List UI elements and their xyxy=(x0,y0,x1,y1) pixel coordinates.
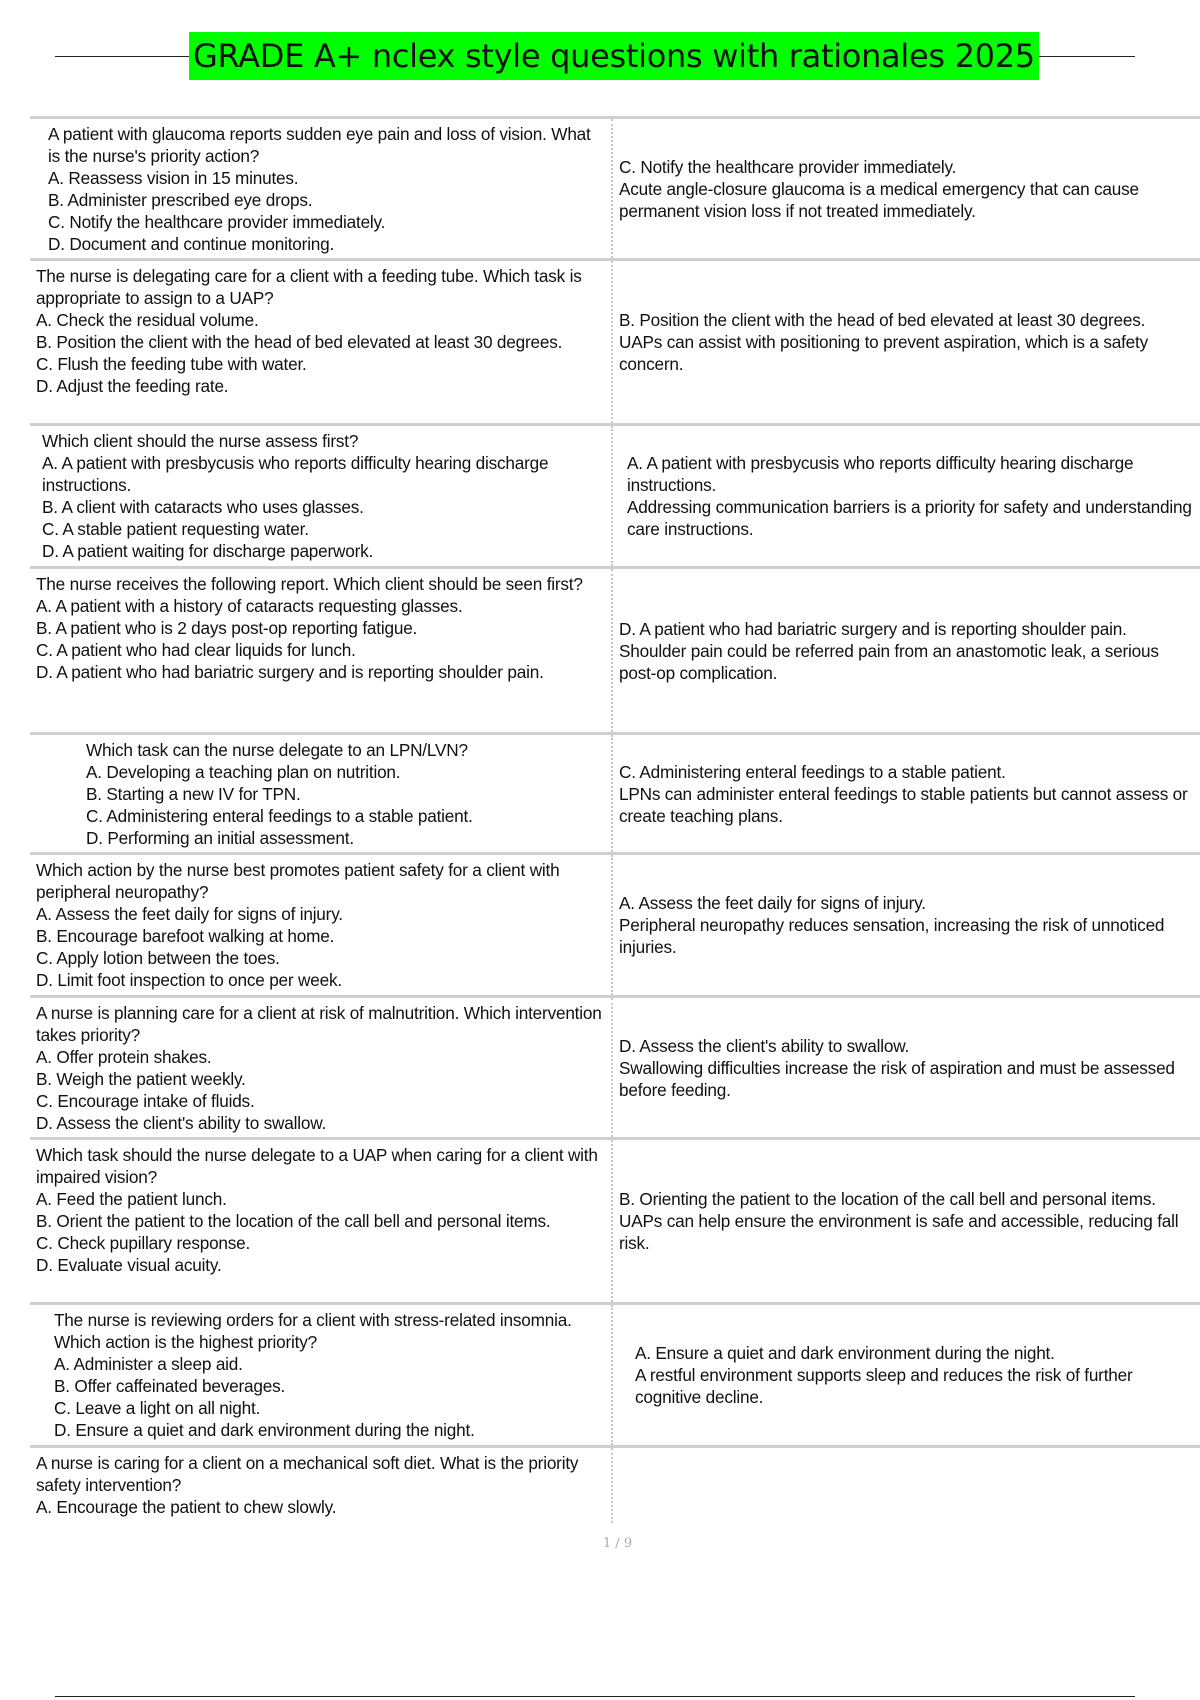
answer-cell xyxy=(613,119,1200,258)
table-row xyxy=(30,258,1200,423)
option-c: C. A stable patient requesting water. xyxy=(42,519,309,539)
option-b: B. Weigh the patient weekly. xyxy=(36,1069,246,1089)
question-text: Which action by the nurse best promotes patient safety for a client with peripheral neuropathy? xyxy=(36,860,560,902)
answer-cell xyxy=(613,1140,1200,1302)
answer-cell xyxy=(613,1448,1200,1523)
question-cell xyxy=(30,426,613,566)
question-text: Which task can the nurse delegate to an LPN/LVN? xyxy=(86,740,468,760)
option-b: B. Offer caffeinated beverages. xyxy=(54,1376,286,1396)
option-d: D. A patient who had bariatric surgery and is reporting shoulder pain. xyxy=(36,662,544,682)
question-text: A nurse is caring for a client on a mechanical soft diet. What is the priority safety intervention? xyxy=(36,1453,579,1495)
table-row xyxy=(30,995,1200,1137)
option-a: A. Feed the patient lunch. xyxy=(36,1189,227,1209)
option-b: B. Position the client with the head of bed elevated at least 30 degrees. xyxy=(36,332,563,352)
question-cell xyxy=(30,1140,613,1302)
question-cell xyxy=(30,1305,613,1445)
correct-answer: B. Position the client with the head of bed elevated at least 30 degrees. xyxy=(619,310,1146,330)
rationale: LPNs can administer enteral feedings to stable patients but cannot assess or create teaching plans. xyxy=(619,783,1188,826)
option-c: C. Check pupillary response. xyxy=(36,1233,251,1253)
option-d: D. Limit foot inspection to once per week. xyxy=(36,970,342,990)
option-b: B. Starting a new IV for TPN. xyxy=(86,784,301,804)
question-cell xyxy=(30,261,613,423)
rationale: Shoulder pain could be referred pain from an anastomotic leak, a serious post-op complication. xyxy=(619,640,1159,683)
table-row xyxy=(30,1445,1200,1523)
question-cell xyxy=(30,119,613,258)
rationale: UAPs can help ensure the environment is safe and accessible, reducing fall risk. xyxy=(619,1211,1179,1253)
option-b: B. Orient the patient to the location of the call bell and personal items. xyxy=(36,1211,551,1231)
option-a: A. Check the residual volume. xyxy=(36,310,259,330)
option-a: A. A patient with a history of cataracts requesting glasses. xyxy=(36,596,463,616)
table-row xyxy=(30,852,1200,995)
footer-rule xyxy=(55,1696,1135,1697)
option-c: C. Notify the healthcare provider immediately. xyxy=(48,212,386,232)
correct-answer: A. Ensure a quiet and dark environment during the night. xyxy=(635,1343,1055,1363)
option-d: D. Document and continue monitoring. xyxy=(48,234,335,254)
option-a: A. Assess the feet daily for signs of injury. xyxy=(36,904,343,924)
option-a: A. Administer a sleep aid. xyxy=(54,1354,243,1374)
page-number: 1 / 9 xyxy=(602,1536,633,1551)
correct-answer: C. Notify the healthcare provider immediately. xyxy=(619,156,957,177)
correct-answer: C. Administering enteral feedings to a stable patient. xyxy=(619,761,1006,782)
rationale: Peripheral neuropathy reduces sensation, increasing the risk of unnoticed injuries. xyxy=(619,915,1165,957)
option-a: A. Encourage the patient to chew slowly. xyxy=(36,1497,337,1517)
table-row xyxy=(30,116,1200,258)
rationale: UAPs can assist with positioning to prevent aspiration, which is a safety concern. xyxy=(619,332,1148,374)
option-c: C. Apply lotion between the toes. xyxy=(36,948,280,968)
answer-cell xyxy=(613,998,1200,1137)
question-cell xyxy=(30,1448,613,1523)
answer-cell xyxy=(613,426,1200,566)
question-text: A patient with glaucoma reports sudden eye pain and loss of vision. What is the nurse's priority action? xyxy=(48,124,591,166)
option-a: A. Offer protein shakes. xyxy=(36,1047,212,1067)
question-text: Which client should the nurse assess first? xyxy=(42,431,359,451)
question-text: The nurse is reviewing orders for a client with stress-related insomnia. Which action is the highest priority? xyxy=(54,1310,572,1352)
correct-answer: B. Orienting the patient to the location of the call bell and personal items. xyxy=(619,1189,1156,1209)
answer-cell xyxy=(613,261,1200,423)
option-d: D. Adjust the feeding rate. xyxy=(36,376,229,396)
answer-cell xyxy=(613,1305,1200,1445)
option-c: C. Leave a light on all night. xyxy=(54,1398,261,1418)
answer-cell xyxy=(613,735,1200,852)
option-b: B. Encourage barefoot walking at home. xyxy=(36,926,335,946)
correct-answer: D. Assess the client's ability to swallow. xyxy=(619,1035,910,1056)
rationale: Swallowing difficulties increase the risk of aspiration and must be assessed before feeding. xyxy=(619,1057,1175,1100)
option-d: D. A patient waiting for discharge paperwork. xyxy=(42,541,374,561)
question-cell xyxy=(30,569,613,732)
table-row xyxy=(30,1302,1200,1445)
question-cell xyxy=(30,998,613,1137)
option-b: B. A patient who is 2 days post-op reporting fatigue. xyxy=(36,618,418,638)
rationale: Acute angle-closure glaucoma is a medical emergency that can cause permanent vision loss if not treated immediately. xyxy=(619,178,1139,221)
question-text: A nurse is planning care for a client at risk of malnutrition. Which intervention takes priority? xyxy=(36,1003,602,1045)
option-b: B. Administer prescribed eye drops. xyxy=(48,190,313,210)
document-header xyxy=(55,30,1135,82)
correct-answer: D. A patient who had bariatric surgery and is reporting shoulder pain. xyxy=(619,618,1127,639)
page-title: GRADE A+ nclex style questions with rationales 2025 xyxy=(189,32,1039,80)
correct-answer: A. Assess the feet daily for signs of injury. xyxy=(619,893,926,913)
option-b: B. A client with cataracts who uses glasses. xyxy=(42,497,364,517)
option-c: C. Flush the feeding tube with water. xyxy=(36,354,307,374)
option-d: D. Ensure a quiet and dark environment during the night. xyxy=(54,1420,475,1440)
option-d: D. Performing an initial assessment. xyxy=(86,828,354,848)
option-a: A. Developing a teaching plan on nutrition. xyxy=(86,762,401,782)
table-row xyxy=(30,1137,1200,1302)
qa-table xyxy=(30,116,1200,1523)
question-cell xyxy=(30,735,613,852)
question-text: Which task should the nurse delegate to a UAP when caring for a client with impaired vision? xyxy=(36,1145,598,1187)
option-d: D. Assess the client's ability to swallow. xyxy=(36,1113,327,1133)
option-c: C. A patient who had clear liquids for lunch. xyxy=(36,640,356,660)
option-a: A. A patient with presbycusis who reports difficulty hearing discharge instructions. xyxy=(42,453,549,495)
answer-cell xyxy=(613,855,1200,995)
question-cell xyxy=(30,855,613,995)
option-a: A. Reassess vision in 15 minutes. xyxy=(48,168,299,188)
rationale: Addressing communication barriers is a priority for safety and understanding care instructions. xyxy=(627,497,1192,539)
option-c: C. Encourage intake of fluids. xyxy=(36,1091,255,1111)
rationale: A restful environment supports sleep and reduces the risk of further cognitive decline. xyxy=(635,1365,1133,1407)
table-row xyxy=(30,423,1200,566)
table-row xyxy=(30,732,1200,852)
question-text: The nurse receives the following report. Which client should be seen first? xyxy=(36,574,583,594)
option-d: D. Evaluate visual acuity. xyxy=(36,1255,222,1275)
table-row xyxy=(30,566,1200,732)
correct-answer: A. A patient with presbycusis who reports difficulty hearing discharge instructions. xyxy=(627,453,1134,495)
answer-cell xyxy=(613,569,1200,732)
question-text: The nurse is delegating care for a client with a feeding tube. Which task is appropriate to assign to a UAP? xyxy=(36,266,582,308)
option-c: C. Administering enteral feedings to a stable patient. xyxy=(86,806,473,826)
